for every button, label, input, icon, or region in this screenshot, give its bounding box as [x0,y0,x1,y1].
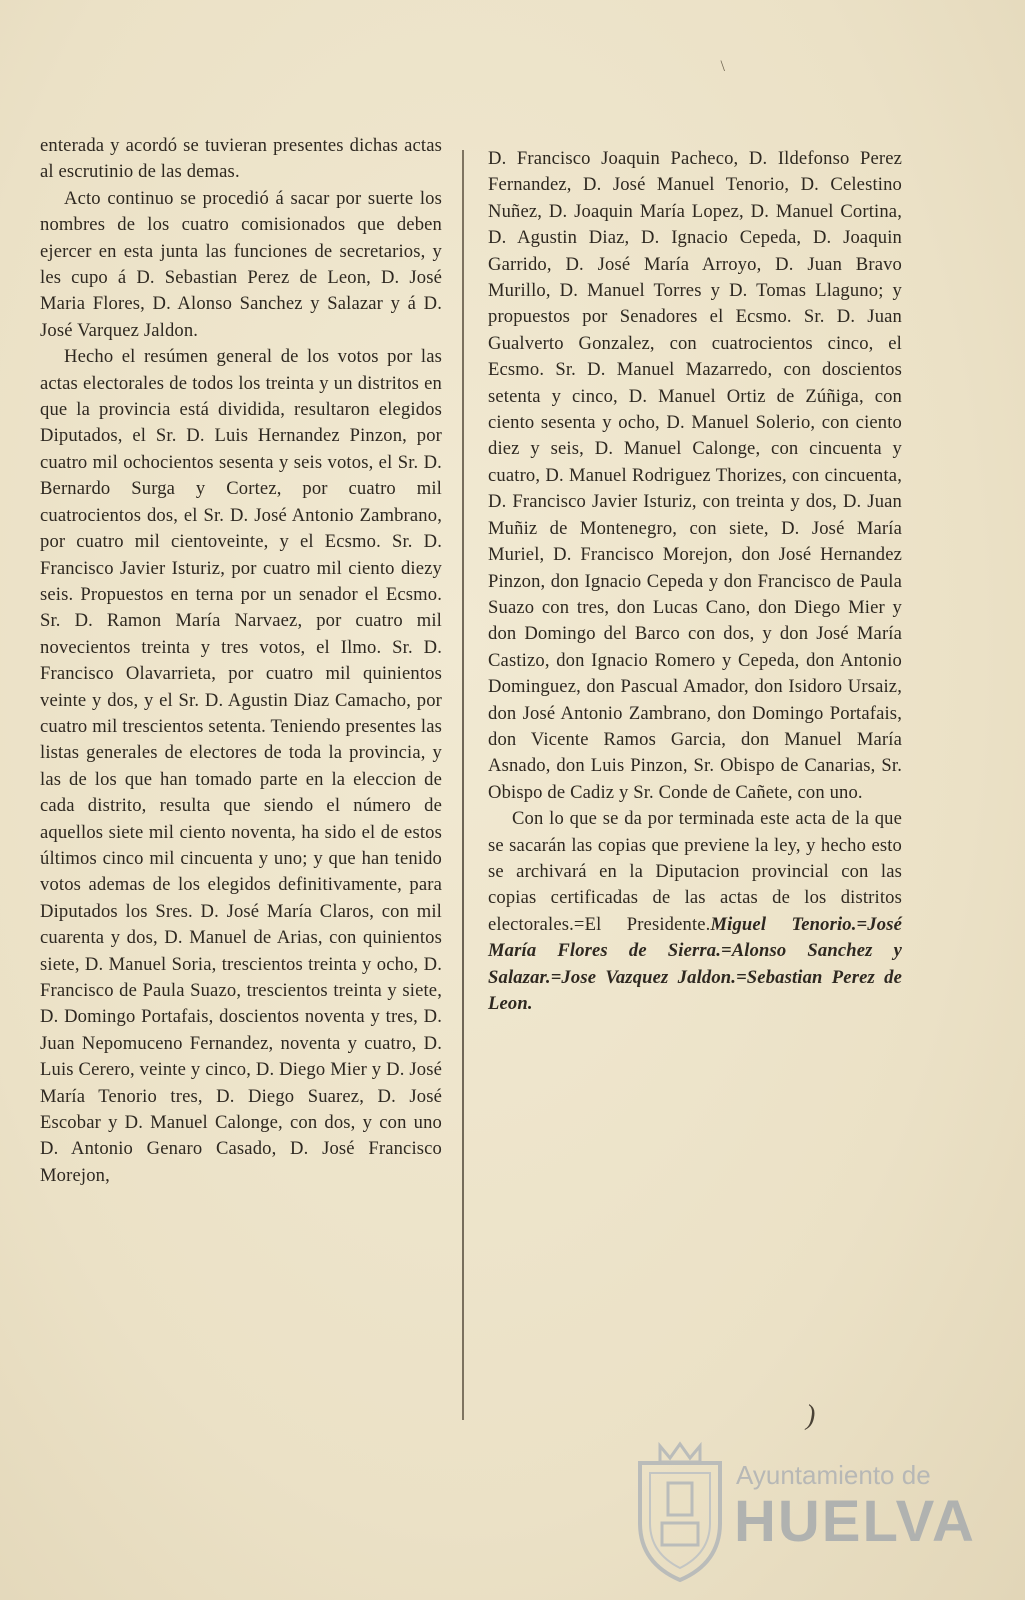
left-paragraph-1: enterada y acordó se tuvieran presentes dichas actas al escrutinio de las demas. [40,135,442,183]
huelva-coat-of-arms-icon [630,1438,730,1588]
left-paragraph-3: Hecho el resúmen general de los votos por las actas electorales de todos los treinta y un distritos en que la provincia está dividida, resultaron elegidos Diputados, el Sr. D. Luis Hernandez Pinzon, por cuatro mil ochocientos sesenta y seis votos, el Sr. D. Bernardo Surga y Cortez, por cuatro mil cuatrocientos dos, el Sr. D. José Antonio Zambrano, por cuatro mil cientoveinte, y el Ecsmo. Sr. D. Francisco Javier Isturiz, por cuatro mil ciento diezy seis. Propuestos en terna por un senador el Ecsmo. Sr. D. Ramon María Narvaez, por cuatro mil novecientos treinta y tres votos, el Ilmo. Sr. D. Francisco Olavarrieta, por cuatro mil quinientos veinte y dos, y el Sr. D. Agustin Diaz Camacho, por cuatro mil trescientos setenta. Teniendo presentes las listas generales de electores de toda la provincia, y las de los que han tomado parte en la eleccion de cada distrito, resulta que siendo el número de aquellos siete mil ciento noventa, ha sido el de estos últimos cinco mil cincuenta y uno; y que han tenido votos ademas de los elegidos definitivamente, para Diputados los Sres. D. José María Claros, con mil cuarenta y dos, D. Manuel de Arias, con quinientos siete, D. Manuel Soria, trescientos treinta y ocho, D. Francisco de Paula Suazo, trescientos treinta y siete, D. Domingo Portafais, doscientos noventa y tres, D. Juan Nepomuceno Fernandez, noventa y cuatro, D. Luis Cerero, veinte y cinco, D. Diego Mier y D. José María Tenorio tres, D. Diego Suarez, D. José Escobar y D. Manuel Calonge, con dos, y con uno D. Antonio Genaro Casado, D. José Francisco Morejon, [40,346,442,1186]
left-paragraph-2: Acto continuo se procedió á sacar por suerte los nombres de los cuatro comisionados que deben ejercer en esta junta las funciones de secretarios, y les cupo á D. Sebastian Perez de Leon, D. José Maria Flores, D. Alonso Sanchez y Salazar y á D. José Varquez Jaldon. [40,187,442,341]
watermark-logo [640,1438,1010,1588]
stray-pen-mark: ) [806,1400,816,1431]
right-text-column [488,146,902,1017]
column-divider [462,150,464,1420]
watermark-main-text: HUELVA [734,1489,976,1554]
right-paragraph-1: D. Francisco Joaquin Pacheco, D. Ildefonso Perez Fernandez, D. José Manuel Tenorio, D. Celestino Nuñez, D. Joaquin María Lopez, D. Manuel Cortina, D. Agustin Diaz, D. Ignacio Cepeda, D. Joaquin Garrido, D. José María Arroyo, D. Juan Bravo Murillo, D. Manuel Torres y D. Tomas Llaguno; y propuestos por Senadores el Ecsmo. Sr. D. Juan Gualverto Gonzalez, con cuatrocientos cinco, el Ecsmo. Sr. D. Manuel Mazarredo, con doscientos setenta y cinco, D. Manuel Ortiz de Zúñiga, con ciento sesenta y ocho, D. Manuel Solerio, con ciento diez y seis, D. Manuel Calonge, con cincuenta y cuatro, D. Manuel Rodriguez Thorizes, con cincuenta, D. Francisco Javier Isturiz, con treinta y dos, D. Juan Muñiz de Montenegro, con siete, D. José María Muriel, D. Francisco Morejon, don José Hernandez Pinzon, don Ignacio Cepeda y don Francisco de Paula Suazo con tres, don Lucas Cano, don Diego Mier y don Domingo del Barco con dos, y don José María Castizo, don Ignacio Romero y Cepeda, don Antonio Dominguez, don Pascual Amador, don Isidoro Ursaiz, don José Antonio Zambrano, don Domingo Portafais, don Vicente Ramos Garcia, don Manuel María Asnado, don Luis Pinzon, Sr. Obispo de Canarias, Sr. Obispo de Cadiz y Sr. Conde de Cañete, con uno. [488,148,902,803]
watermark-top-text: Ayuntamiento de [736,1460,931,1490]
signature-line: Miguel Tenorio.=José María Flores de Sierra.=Alonso Sanchez y Salazar.=Jose Vazquez Jaldon.=Sebastian Perez de Leon. [488,913,902,1014]
left-text-column [40,133,442,1189]
closing-text: Con lo que se da por terminada este acta de la que se sacarán las copias que previene la ley, y hecho esto se archivará en la Diputacion provincial con las copias certificadas de las actas de los distritos electorales.=El Presidente. [488,808,902,935]
page-mark: \ [720,58,725,75]
right-paragraph-2 [488,806,902,1017]
